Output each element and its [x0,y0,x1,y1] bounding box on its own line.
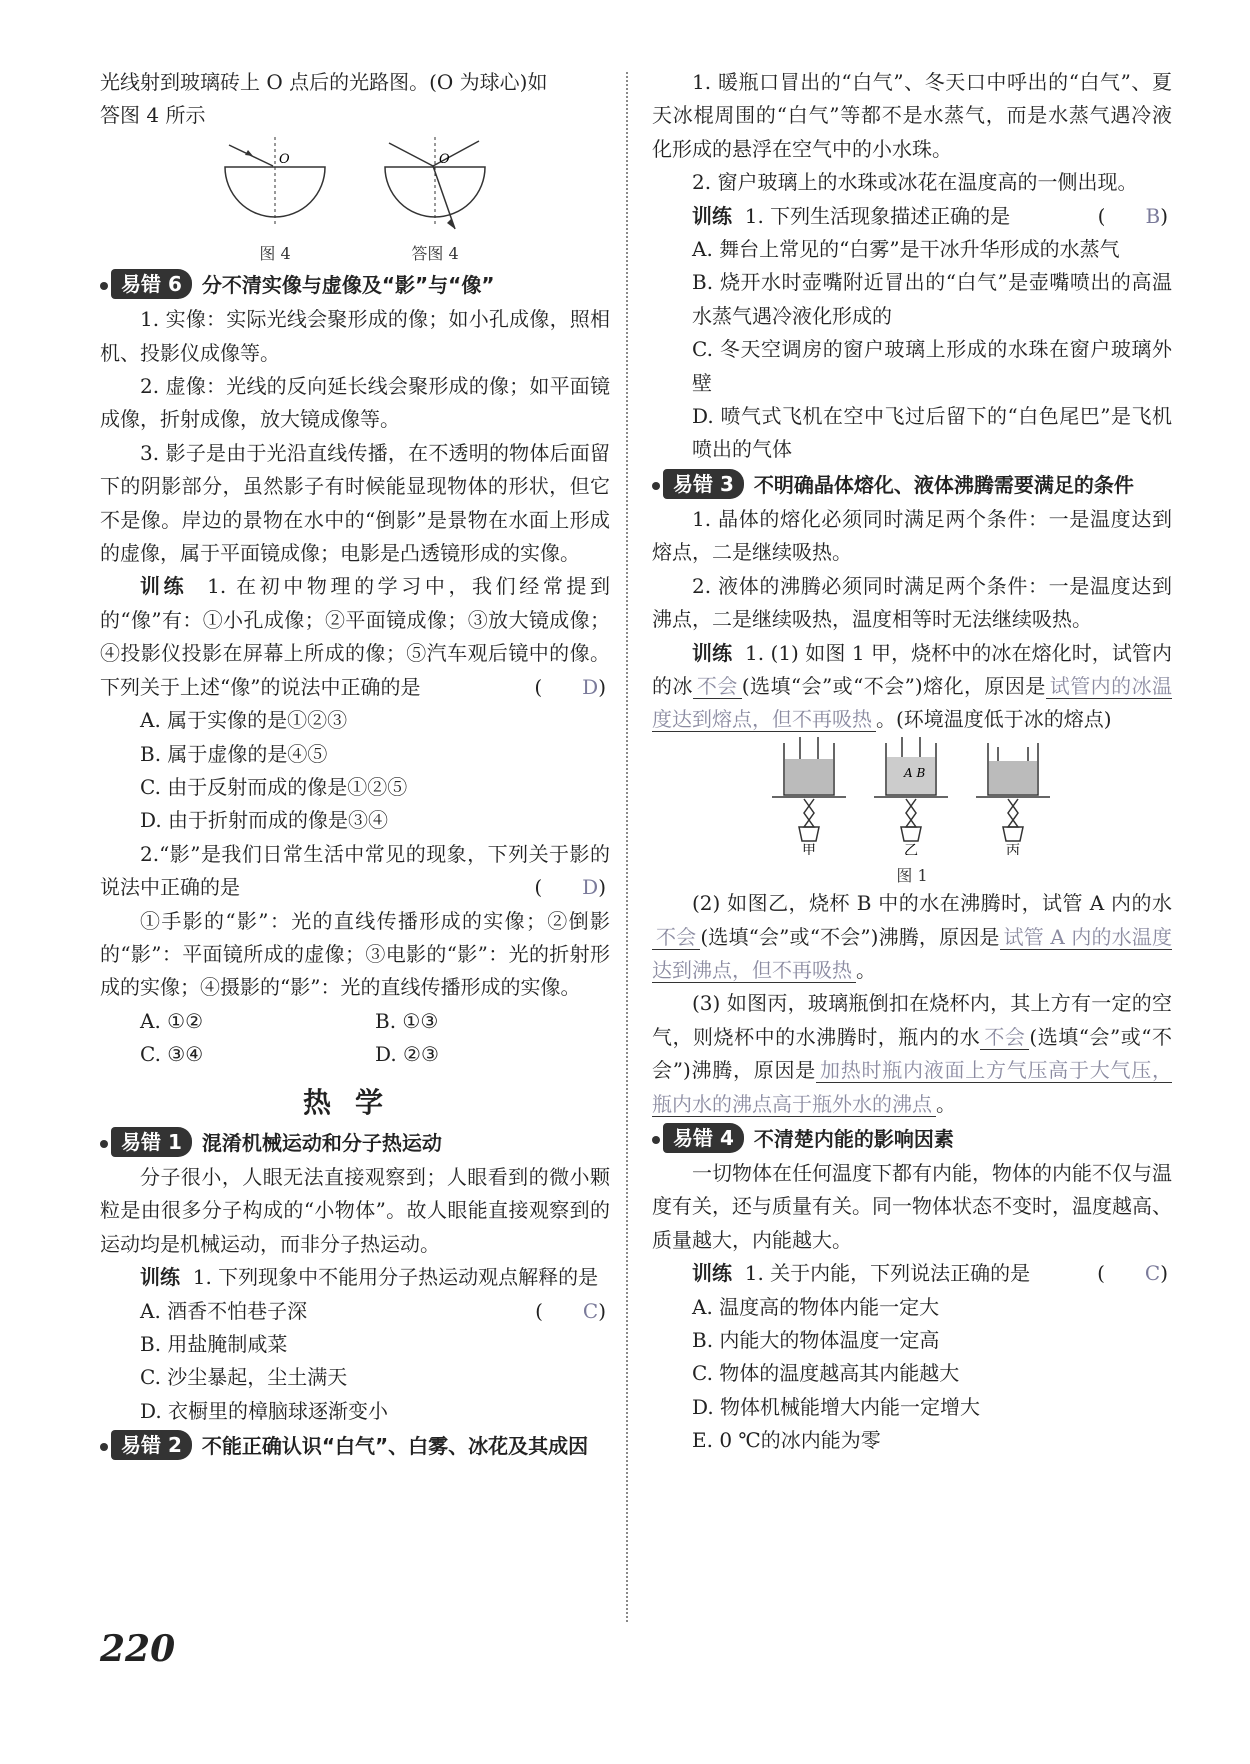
fig-label-yi: 乙 [904,842,918,855]
bullet-dot-icon [100,1443,108,1451]
err2-q1-answer: B [1145,203,1161,228]
err6-p1: 1. 实像：实际光线会聚形成的像；如小孔成像，照相机、投影仪成像等。 [100,307,610,365]
err3-p2: 2. 液体的沸腾必须同时满足两个条件：一是温度达到沸点，二是继续吸热，温度相等时无法继续吸热。 [652,573,1172,632]
err3-q3-blank-2: 加热时瓶内液面上方气压高于大气压，瓶内水的沸点高于瓶外水的沸点 [652,1058,1173,1116]
err2-q1-option-d: D. 喷气式飞机在空中飞过后留下的“白色尾巴”是飞机喷出的气体 [692,404,1172,462]
training-label: 训练 [140,1265,180,1290]
err1-q1-option-b: B. 用盐腌制咸菜 [140,1332,288,1356]
err6-q1-option-b: B. 属于虚像的是④⑤ [140,741,328,766]
answer-semicircle-figure [375,137,495,233]
error-1-header [100,1127,610,1159]
err6-q2-answer: D [582,875,599,900]
bullet-dot-icon [652,482,660,490]
err3-q2-text-a: (2) 如图乙，烧杯 B 中的水在沸腾时，试管 A 内的水 [692,891,1172,916]
err3-q3 [652,987,1172,1121]
err6-p3: 3. 影子是由于光沿直线传播，在不透明的物体后面留下的阴影部分，虽然影子有时候能显现物体的形状，但它不是像。岸边的景物在水中的“倒影”是景物在水面上形成的虚像，属于平面镜成像；电影是凸透镜形成的实像。 [100,440,610,566]
err2-q1 [652,200,1172,233]
right-column [652,66,1172,1458]
err6-q1-answer-box: ( D) [494,671,606,704]
err4-p1: 一切物体在任何温度下都有内能，物体的内能不仅与温度有关，还与质量有关。同一物体状态不变时，温度越高、质量越大，内能越大。 [652,1160,1172,1252]
err1-q1-option-d: D. 衣橱里的樟脑球逐渐变小 [140,1398,389,1423]
error-4-badge: 易错 4 [663,1123,744,1153]
err3-q3-text-b: (选填“会”或“不会”)沸腾，原因是 [652,1024,1173,1083]
training-label: 训练 [692,203,732,228]
err3-q3-blank-1: 不会 [980,1025,1029,1050]
error-1-badge: 易错 1 [111,1127,192,1157]
answer-figure-4-caption: 答图 4 [411,244,459,264]
err2-q1-option-c: C. 冬天空调房的窗户玻璃上形成的水珠在窗户玻璃外壁 [692,337,1172,395]
err6-q2-body: ①手影的“影”：光的直线传播形成的实像；②倒影的“影”：平面镜所成的虚像；③电影的“影”：光的折射形成的实像；④摄影的“影”：光的直线传播形成的实像。 [100,908,610,1000]
err4-q1-option-c: C. 物体的温度越高其内能越大 [692,1361,960,1386]
page-number: 220 [100,1628,176,1670]
err4-q1 [652,1257,1172,1290]
err6-q2-options-row2 [100,1038,610,1071]
err6-q2-text: 2.“影”是我们日常生活中常见的现象，下列关于影的说法中正确的是 [100,841,610,900]
err2-q1-option-b: B. 烧开水时壶嘴附近冒出的“白气”是壶嘴喷出的高温水蒸气遇冷液化形成的 [692,270,1172,328]
intro-line-2: 答图 4 所示 [100,103,206,128]
error-2-title: 不能正确认识“白气”、白雾、冰花及其成因 [201,1434,589,1459]
err3-q3-text-a: (3) 如图丙，玻璃瓶倒扣在烧杯内，其上方有一定的空气，则烧杯中的水沸腾时，瓶内的水 [652,991,1172,1049]
error-1-title: 混淆机械运动和分子热运动 [201,1130,442,1155]
err6-q1-option-d: D. 由于折射而成的像是③④ [140,808,389,833]
error-2-header [100,1430,610,1462]
err3-q2 [652,887,1172,987]
err6-q1 [100,570,610,704]
err6-q2-option-d: D. ②③ [375,1042,439,1067]
err2-q1-text: 1. 下列生活现象描述正确的是 [744,203,1011,228]
figure-1-caption: 图 1 [896,866,928,886]
beaker-heating-figure [762,737,1062,855]
err3-q1-text-c: 。(环境温度低于冰的熔点) [876,707,1112,732]
fig-label-ab: A B [904,765,926,780]
err3-q2-blank-1: 不会 [652,925,700,950]
err3-q1-blank-1: 不会 [693,674,742,699]
figure-4-row [100,137,610,265]
fig-label-jia: 甲 [802,842,816,855]
err3-p1: 1. 晶体的熔化必须同时满足两个条件：一是温度达到熔点，二是继续吸热。 [652,506,1172,565]
column-divider [626,72,628,1622]
error-6-badge: 易错 6 [111,269,192,299]
error-4-header [652,1123,1172,1155]
err3-q2-text-c: 。 [856,957,876,982]
err3-q1 [652,637,1172,737]
err2-q1-answer-box: ( B) [1058,200,1168,233]
training-label: 训练 [692,640,733,665]
left-column [100,66,610,1464]
err3-q2-text-b: (选填“会”或“不会”)沸腾，原因是 [700,924,1000,949]
error-6-header [100,269,610,301]
error-3-title: 不明确晶体熔化、液体沸腾需要满足的条件 [753,472,1134,497]
err4-q1-answer-box: ( C) [1057,1257,1168,1290]
fig-label-bing: 丙 [1006,842,1020,855]
bullet-dot-icon [652,1136,660,1144]
training-label: 训练 [140,574,188,599]
error-4-title: 不清楚内能的影响因素 [753,1126,954,1151]
err4-q1-option-e: E. 0 ℃的冰内能为零 [692,1428,881,1453]
err6-q1-text: 1. 在初中物理的学习中，我们经常提到的“像”有：①小孔成像；②平面镜成像；③放大镜成像；④投影仪投影在屏幕上所成的像；⑤汽车观后镜中的像。下列关于上述“像”的说法中正确的是 [100,574,610,699]
error-3-header [652,469,1172,501]
figure-4 [215,137,335,265]
error-6-title: 分不清实像与虚像及“影”与“像” [201,273,495,298]
answer-figure-4 [375,137,495,265]
err1-q1-option-a: A. 酒香不怕巷子深 [140,1298,308,1323]
err6-q2 [100,838,610,905]
err2-p2: 2. 窗户玻璃上的水珠或冰花在温度高的一侧出现。 [692,170,1138,195]
err1-q1-answer: C [582,1298,599,1323]
semicircle-glass-figure [215,137,335,233]
err3-q2-blank-2: 试管 A 内的水温度达到沸点，但不再吸热 [652,924,1172,982]
err3-q1-blank-2: 试管内的冰温度达到熔点，但不再吸热 [652,673,1173,732]
err6-q2-option-a: A. ①② [140,1008,204,1033]
bullet-dot-icon [100,282,108,290]
answer-fig-point-o: O [439,151,450,167]
err2-q1-option-a: A. 舞台上常见的“白雾”是干冰升华形成的水蒸气 [692,237,1120,262]
err4-q1-option-a: A. 温度高的物体内能一定大 [692,1294,940,1319]
err6-q2-option-c: C. ③④ [140,1042,204,1067]
err4-q1-answer: C [1144,1261,1161,1286]
figure-4-caption: 图 4 [259,244,291,264]
err3-q1-text-b: (选填“会”或“不会”)熔化，原因是 [741,673,1046,698]
training-label: 训练 [692,1261,732,1286]
err6-q2-option-b: B. ①③ [375,1008,439,1033]
err4-q1-option-b: B. 内能大的物体温度一定高 [692,1328,940,1352]
err2-p1: 1. 暖瓶口冒出的“白气”、冬天口中呼出的“白气”、夏天冰棍周围的“白气”等都不是水蒸气，而是水蒸气遇冷液化形成的悬浮在空气中的小水珠。 [652,70,1172,161]
err6-q1-option-a: A. 属于实像的是①②③ [140,708,348,733]
err1-q1-answer-box: ( C) [495,1295,606,1328]
err1-p1: 分子很小，人眼无法直接观察到；人眼看到的微小颗粒是由很多分子构成的“小物体”。故人眼能直接观察到的运动均是机械运动，而非分子热运动。 [100,1164,610,1256]
error-2-badge: 易错 2 [111,1430,192,1460]
section-title-heat: 热学 [302,1085,407,1119]
bullet-dot-icon [100,1140,108,1148]
err1-q1-text: 1. 下列现象中不能用分子热运动观点解释的是 [192,1265,599,1290]
err4-q1-option-d: D. 物体机械能增大内能一定增大 [692,1394,981,1419]
err1-q1-option-c: C. 沙尘暴起，尘土满天 [140,1365,348,1390]
err6-p2: 2. 虚像：光线的反向延长线会聚形成的像；如平面镜成像，折射成像，放大镜成像等。 [100,374,610,432]
err6-q1-option-c: C. 由于反射而成的像是①②⑤ [140,774,408,799]
err3-q3-text-c: 。 [936,1091,956,1116]
err6-q2-options-row1 [100,1005,610,1038]
intro-line-1: 光线射到玻璃砖上 O 点后的光路图。(O 为球心)如 [100,70,548,94]
err6-q1-answer: D [582,674,599,699]
error-3-badge: 易错 3 [663,469,744,499]
err6-q2-answer-box: ( D) [494,871,606,904]
figure-1 [652,737,1172,887]
fig-point-o: O [279,151,290,167]
err4-q1-text: 1. 关于内能，下列说法正确的是 [744,1261,1031,1286]
err3-q1-text-a: 1. (1) 如图 1 甲，烧杯中的冰在熔化时，试管内的冰 [652,640,1173,698]
